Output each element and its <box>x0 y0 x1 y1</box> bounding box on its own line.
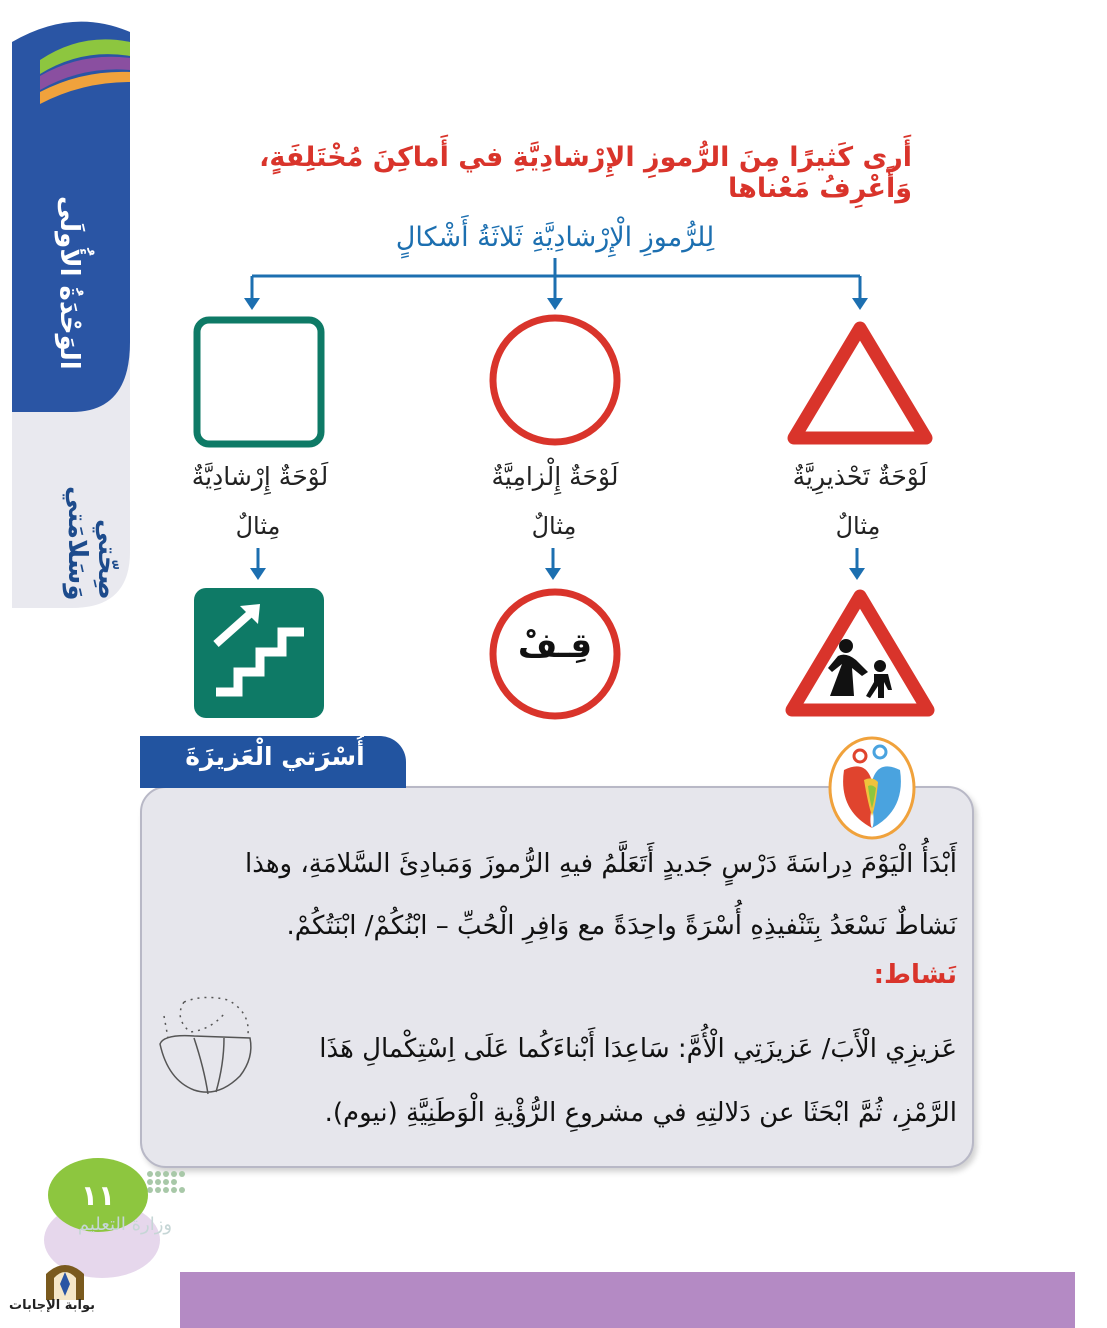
warning-triangle-icon <box>794 328 926 438</box>
footer-band <box>180 1272 1075 1328</box>
page-headline: أَرى كَثيرًا مِنَ الرُّموزِ الإِرْشادِيَّةِ في أَماكِنَ مُخْتَلِفَةٍ، وَأَعْرِفُ مَعْناها <box>259 142 912 204</box>
guidance-square-icon <box>197 320 321 444</box>
ministry-watermark: وزارة التعليم <box>77 1214 173 1235</box>
activity-line-2: الرَّمْزِ، ثُمَّ ابْحَثَا عن دَلالتِهِ في مشروعِ الرُّؤْيةِ الْوَطَنِيَّةِ (نيوم). <box>324 1098 957 1128</box>
mandatory-circle-icon <box>493 318 617 442</box>
diagram-title: لِلرُّموزِ الْإِرْشادِيَّةِ ثَلاثَةُ أَشْكالٍ <box>395 222 715 253</box>
warning-sign-label: لَوْحَةٌ تَحْذيرِيَّةٌ <box>792 462 928 491</box>
guidance-example-label: مِثالٌ <box>235 512 281 540</box>
activity-line-1: عَزيزِي الْأَبَ/ عَزيزَتِي الْأُمَّ: سَاعِدَا أَبْناءَكُما عَلَى اِسْتِكْمالِ هَذَا <box>319 1034 957 1064</box>
guidance-sign-label: لَوْحَةٌ إِرْشادِيَّةٌ <box>191 462 329 491</box>
unit-label: الوَحْدَةُ الأُولَى <box>54 196 84 370</box>
activity-title: نَشاط: <box>873 960 957 990</box>
portal-label: بوابة الإجابات <box>9 1298 95 1313</box>
mandatory-sign-label: لَوْحَةٌ إِلْزامِيَّةٌ <box>491 462 619 491</box>
section-label: صِحّتي وَسَلامَتي <box>62 485 122 600</box>
children-crossing-icon <box>792 596 928 710</box>
stairs-up-icon <box>194 588 324 718</box>
family-title: أُسْرَتي الْعَزيزَةَ <box>185 742 365 771</box>
family-paragraph-line-2: نَشاطٌ نَسْعَدُ بِتَنْفيذِهِ أُسْرَةً واحِدَةً مع وَافِرِ الْحُبِّ – ابْنُكُمْ/ ابْنَتُكُمْ. <box>286 911 957 941</box>
stop-sign-text: قِـفْ <box>517 626 593 666</box>
portal-logo-icon <box>40 1256 90 1302</box>
family-paragraph-line-1: أَبْدَأُ الْيَوْمَ دِراسَةَ دَرْسٍ جَديدٍ أَتَعَلَّمُ فيهِ الرُّموزَ وَمَبادِئَ السَّلامَةِ، وهذا <box>244 849 957 879</box>
warning-example-label: مِثالٌ <box>835 512 881 540</box>
family-hearts-icon <box>828 736 916 840</box>
dotted-symbol-drawing-icon <box>154 994 264 1106</box>
mandatory-example-label: مِثالٌ <box>531 512 577 540</box>
page-number: ١١ <box>48 1158 148 1232</box>
